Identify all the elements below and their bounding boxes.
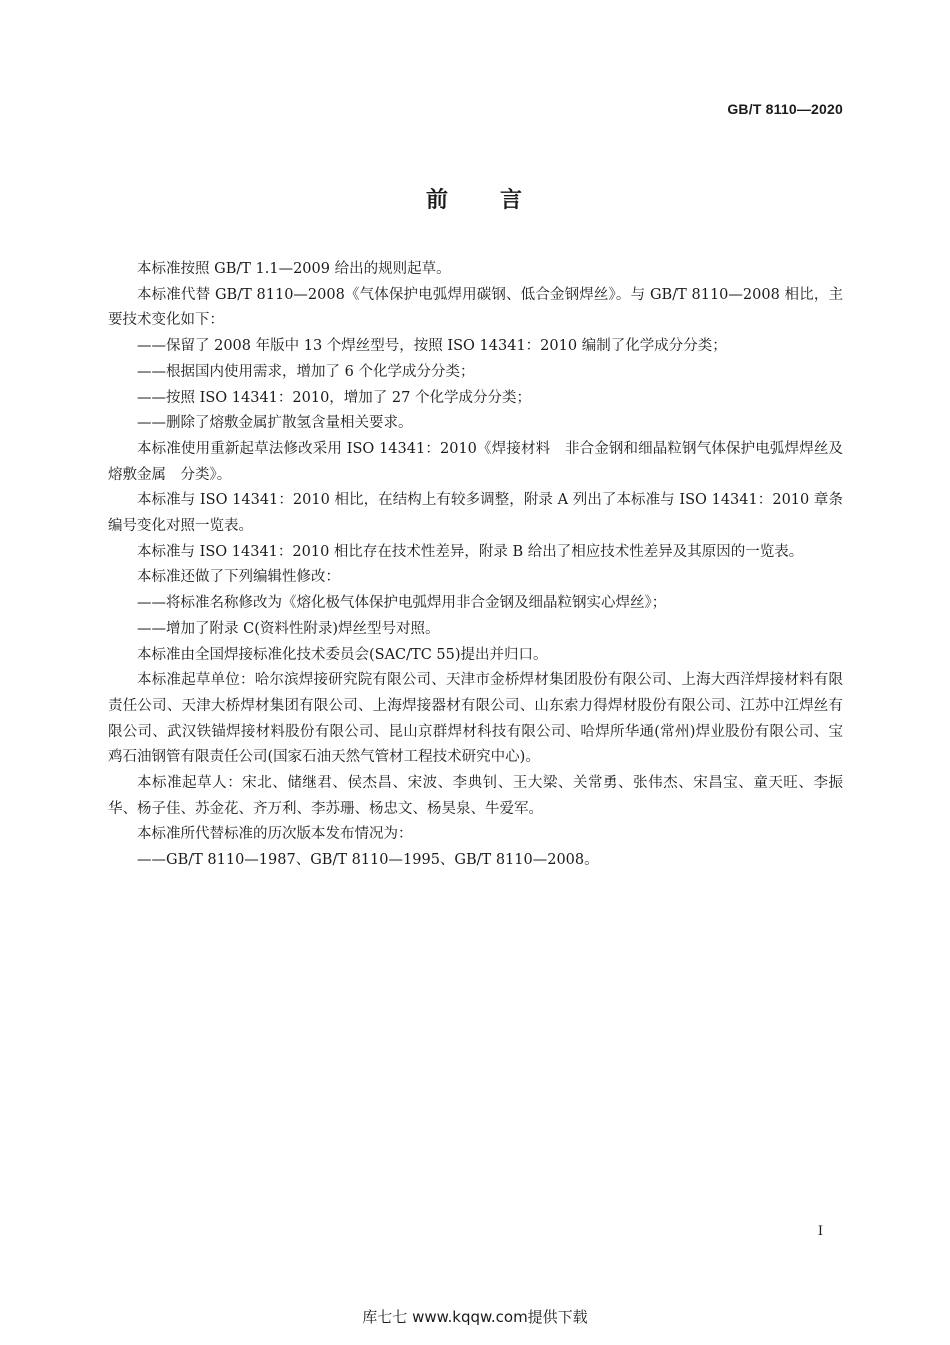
list-item: ——按照 ISO 14341：2010，增加了 27 个化学成分分类； [137,389,531,406]
list-item: ——增加了附录 C(资料性附录)焊丝型号对照。 [137,620,440,637]
paragraph: 本标准使用重新起草法修改采用 ISO 14341：2010《焊接材料 非合金钢和细晶粒钢气体保护电弧焊焊丝及熔敷金属 分类》。 [108,440,843,483]
title-char-1: 前 [425,188,450,213]
foreword-body [108,257,843,874]
paragraph: 本标准代替 GB/T 8110—2008《气体保护电弧焊用碳钢、低合金钢焊丝》。与 GB/T 8110—2008 相比，主要技术变化如下： [108,286,843,329]
list-item: ——删除了熔敷金属扩散氢含量相关要求。 [137,415,413,432]
title-char-2: 言 [500,188,525,213]
list-item: ——根据国内使用需求，增加了 6 个化学成分分类； [137,363,475,380]
paragraph: 本标准与 ISO 14341：2010 相比，在结构上有较多调整，附录 A 列出了本标准与 ISO 14341：2010 章条编号变化对照一览表。 [108,492,843,535]
paragraph: 本标准起草人：宋北、储继君、侯杰昌、宋波、李典钊、王大梁、关常勇、张伟杰、宋昌宝、童天旺、李振华、杨子佳、苏金花、齐万利、李苏珊、杨忠文、杨昊泉、牛爱军。 [108,775,843,817]
standard-code: GB/T 8110—2020 [727,101,843,117]
list-item: ——将标准名称修改为《熔化极气体保护电弧焊用非合金钢及细晶粒钢实心焊丝》； [137,595,667,612]
paragraph: 本标准所代替标准的历次版本发布情况为： [137,826,413,843]
list-item: ——保留了 2008 年版中 13 个焊丝型号，按照 ISO 14341：2010 编制了化学成分分类； [137,338,727,355]
paragraph: 本标准还做了下列编辑性修改： [137,569,340,586]
paragraph: 本标准起草单位：哈尔滨焊接研究院有限公司、天津市金桥焊材集团股份有限公司、上海大西洋焊接材料有限责任公司、天津大桥焊材集团有限公司、上海焊接器材有限公司、山东索力得焊材股份有限公司、江苏中江焊丝有限公司、武汉铁锚焊接材料股份有限公司、昆山京群焊材科技有限公司、哈焊所华通(常州)焊业股份有限公司、宝鸡石油钢管有限责任公司(国家石油天然气管材工程技术研究中心)。 [108,672,843,766]
paragraph: 本标准由全国焊接标准化技术委员会(SAC/TC 55)提出并归口。 [137,646,548,663]
paragraph: 本标准与 ISO 14341：2010 相比存在技术性差异，附录 B 给出了相应技术性差异及其原因的一览表。 [137,543,804,560]
page-title [0,183,950,214]
paragraph: 本标准按照 GB/T 1.1—2009 给出的规则起草。 [137,261,451,277]
footer-watermark: 库七七 www.kqqw.com提供下载 [362,1308,588,1326]
page-number: I [817,1224,823,1239]
list-item: ——GB/T 8110—1987、GB/T 8110—1995、GB/T 8110—2008。 [137,852,599,869]
